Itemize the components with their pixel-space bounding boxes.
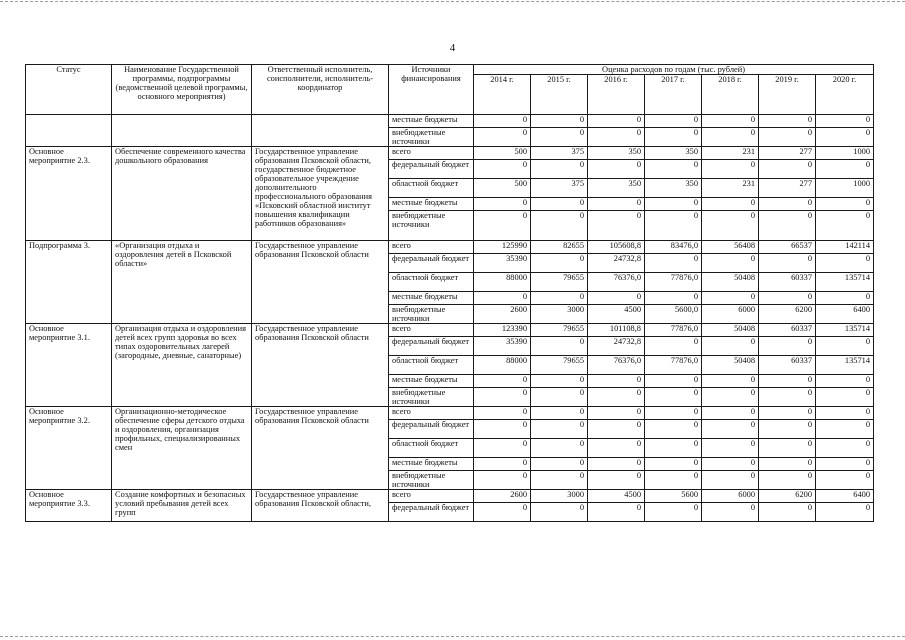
cell-value: 0 xyxy=(759,439,816,458)
cell-value: 500 xyxy=(474,179,531,198)
cell-value: 50408 xyxy=(702,356,759,375)
cell-value: 0 xyxy=(531,198,588,211)
cell-value: 6400 xyxy=(816,490,874,503)
cell-value: 60337 xyxy=(759,356,816,375)
cell-value: 0 xyxy=(645,388,702,407)
cell-value: 0 xyxy=(531,407,588,420)
cell-value: 88000 xyxy=(474,356,531,375)
cell-value: 0 xyxy=(816,254,874,273)
cell-value: 0 xyxy=(531,420,588,439)
cell-value: 123390 xyxy=(474,324,531,337)
header-estimate: Оценка расходов по годам (тыс. рублей) xyxy=(474,65,874,75)
cell-source: всего xyxy=(389,147,474,160)
cell-value: 135714 xyxy=(816,324,874,337)
cell-value: 0 xyxy=(531,439,588,458)
cell-value: 277 xyxy=(759,147,816,160)
cell-value: 0 xyxy=(816,503,874,522)
cell-value: 77876,0 xyxy=(645,356,702,375)
table-row xyxy=(26,241,874,254)
cell-value: 0 xyxy=(531,254,588,273)
cell-value: 0 xyxy=(816,337,874,356)
header-year: 2014 г. xyxy=(474,75,531,115)
cell-value: 0 xyxy=(588,458,645,471)
header-year: 2019 г. xyxy=(759,75,816,115)
cell-value: 0 xyxy=(816,458,874,471)
cell-value: 0 xyxy=(759,115,816,128)
cell-value: 0 xyxy=(645,211,702,241)
cell-value: 0 xyxy=(474,198,531,211)
cell-value: 0 xyxy=(759,292,816,305)
header-year: 2017 г. xyxy=(645,75,702,115)
cell-value: 0 xyxy=(759,198,816,211)
cell-source: федеральный бюджет xyxy=(389,254,474,273)
cell-value: 0 xyxy=(816,211,874,241)
cell-responsible: Государственное управление образования Псковской области xyxy=(252,407,389,490)
cell-value: 0 xyxy=(474,128,531,147)
table-row xyxy=(26,490,874,503)
header-responsible: Ответственный исполнитель, соисполнители, исполнитель-координатор xyxy=(252,65,389,115)
cell-value: 3000 xyxy=(531,305,588,324)
cell-value: 0 xyxy=(588,198,645,211)
cell-value: 0 xyxy=(816,471,874,490)
page-bottom-edge xyxy=(0,636,905,637)
table-row xyxy=(26,324,874,337)
cell-value: 6200 xyxy=(759,305,816,324)
cell-value: 0 xyxy=(759,471,816,490)
cell-value: 135714 xyxy=(816,273,874,292)
cell-value: 0 xyxy=(645,407,702,420)
cell-value: 5600,0 xyxy=(645,305,702,324)
cell-value: 101108,8 xyxy=(588,324,645,337)
cell-value: 0 xyxy=(531,375,588,388)
cell-value: 76376,0 xyxy=(588,273,645,292)
cell-value: 83476,0 xyxy=(645,241,702,254)
cell-value: 0 xyxy=(702,407,759,420)
header-year: 2020 г. xyxy=(816,75,874,115)
cell-value: 0 xyxy=(531,471,588,490)
cell-value: 0 xyxy=(702,388,759,407)
cell-value: 3000 xyxy=(531,490,588,503)
cell-value: 0 xyxy=(759,254,816,273)
cell-value: 0 xyxy=(645,375,702,388)
cell-value: 135714 xyxy=(816,356,874,375)
cell-value: 0 xyxy=(645,160,702,179)
cell-value: 0 xyxy=(816,292,874,305)
cell-value: 0 xyxy=(531,292,588,305)
cell-name xyxy=(112,115,252,147)
page-top-edge xyxy=(0,1,905,2)
cell-value: 0 xyxy=(474,458,531,471)
cell-value: 0 xyxy=(531,211,588,241)
cell-value: 0 xyxy=(759,420,816,439)
table-row xyxy=(26,147,874,160)
cell-value: 350 xyxy=(645,147,702,160)
cell-source: местные бюджеты xyxy=(389,292,474,305)
cell-value: 4500 xyxy=(588,305,645,324)
cell-value: 0 xyxy=(474,388,531,407)
cell-source: местные бюджеты xyxy=(389,458,474,471)
cell-value: 35390 xyxy=(474,254,531,273)
cell-source: федеральный бюджет xyxy=(389,337,474,356)
cell-source: всего xyxy=(389,407,474,420)
cell-value: 60337 xyxy=(759,324,816,337)
cell-value: 0 xyxy=(816,420,874,439)
cell-value: 0 xyxy=(645,420,702,439)
cell-value: 5600 xyxy=(645,490,702,503)
cell-value: 0 xyxy=(474,407,531,420)
cell-value: 0 xyxy=(702,439,759,458)
cell-value: 0 xyxy=(759,458,816,471)
cell-value: 0 xyxy=(588,407,645,420)
cell-status: Основное мероприятие 3.3. xyxy=(26,490,112,522)
cell-value: 35390 xyxy=(474,337,531,356)
cell-value: 0 xyxy=(645,503,702,522)
header-year: 2018 г. xyxy=(702,75,759,115)
cell-responsible xyxy=(252,115,389,147)
cell-source: внебюджетные источники xyxy=(389,128,474,147)
cell-status: Основное мероприятие 3.2. xyxy=(26,407,112,490)
cell-source: местные бюджеты xyxy=(389,375,474,388)
cell-name: Организация отдыха и оздоровления детей всех групп здоровья во всех типах оздоровительных лагерей (загородные, дневные, санаторные) xyxy=(112,324,252,407)
cell-value: 0 xyxy=(702,211,759,241)
cell-value: 0 xyxy=(531,337,588,356)
cell-value: 0 xyxy=(588,211,645,241)
cell-value: 500 xyxy=(474,147,531,160)
cell-source: областной бюджет xyxy=(389,179,474,198)
cell-value: 0 xyxy=(531,388,588,407)
cell-value: 0 xyxy=(588,375,645,388)
cell-value: 0 xyxy=(816,115,874,128)
cell-source: всего xyxy=(389,324,474,337)
header-year: 2015 г. xyxy=(531,75,588,115)
cell-value: 6400 xyxy=(816,305,874,324)
cell-source: всего xyxy=(389,241,474,254)
cell-source: федеральный бюджет xyxy=(389,420,474,439)
cell-value: 0 xyxy=(702,254,759,273)
cell-responsible: Государственное управление образования Псковской области xyxy=(252,324,389,407)
cell-value: 0 xyxy=(474,420,531,439)
cell-source: всего xyxy=(389,490,474,503)
cell-value: 0 xyxy=(645,439,702,458)
cell-value: 0 xyxy=(474,375,531,388)
cell-value: 66537 xyxy=(759,241,816,254)
cell-value: 350 xyxy=(588,179,645,198)
header-sources: Источники финансирования xyxy=(389,65,474,115)
cell-value: 77876,0 xyxy=(645,273,702,292)
cell-value: 0 xyxy=(702,458,759,471)
cell-value: 4500 xyxy=(588,490,645,503)
cell-value: 0 xyxy=(588,388,645,407)
cell-source: внебюджетные источники xyxy=(389,305,474,324)
table-row xyxy=(26,115,874,128)
cell-value: 0 xyxy=(816,198,874,211)
cell-value: 79655 xyxy=(531,324,588,337)
cell-value: 0 xyxy=(474,160,531,179)
cell-value: 0 xyxy=(702,128,759,147)
expenditure-table xyxy=(25,64,874,522)
cell-value: 0 xyxy=(759,407,816,420)
cell-value: 350 xyxy=(645,179,702,198)
cell-value: 0 xyxy=(645,292,702,305)
cell-value: 24732,8 xyxy=(588,337,645,356)
cell-value: 0 xyxy=(759,375,816,388)
cell-value: 0 xyxy=(474,115,531,128)
cell-value: 6000 xyxy=(702,305,759,324)
cell-value: 0 xyxy=(702,375,759,388)
cell-value: 0 xyxy=(531,160,588,179)
cell-value: 0 xyxy=(645,115,702,128)
cell-value: 0 xyxy=(474,211,531,241)
cell-value: 0 xyxy=(702,420,759,439)
cell-source: местные бюджеты xyxy=(389,198,474,211)
cell-source: федеральный бюджет xyxy=(389,160,474,179)
cell-value: 0 xyxy=(702,471,759,490)
cell-value: 0 xyxy=(816,375,874,388)
cell-name: Обеспечение современного качества дошкольного образования xyxy=(112,147,252,241)
cell-value: 0 xyxy=(645,128,702,147)
cell-value: 0 xyxy=(588,420,645,439)
cell-status xyxy=(26,115,112,147)
cell-value: 24732,8 xyxy=(588,254,645,273)
header-name: Наименование Государственной программы, подпрограммы (ведомственной целевой программы, основного мероприятия) xyxy=(112,65,252,115)
cell-value: 76376,0 xyxy=(588,356,645,375)
cell-value: 50408 xyxy=(702,324,759,337)
cell-value: 79655 xyxy=(531,273,588,292)
cell-source: областной бюджет xyxy=(389,439,474,458)
cell-value: 56408 xyxy=(702,241,759,254)
cell-value: 350 xyxy=(588,147,645,160)
cell-value: 0 xyxy=(645,337,702,356)
cell-value: 77876,0 xyxy=(645,324,702,337)
cell-name: Организационно-методическое обеспечение сферы детского отдыха и оздоровления, организация профильных, специализированных смен xyxy=(112,407,252,490)
cell-value: 0 xyxy=(474,471,531,490)
cell-status: Основное мероприятие 3.1. xyxy=(26,324,112,407)
cell-value: 6200 xyxy=(759,490,816,503)
cell-value: 0 xyxy=(759,128,816,147)
cell-value: 0 xyxy=(702,503,759,522)
cell-responsible: Государственное управление образования Псковской области, государственное бюджетное образовательное учреждение дополнительного профессионального образования «Псковский областной институт повышения квалификации работников образования» xyxy=(252,147,389,241)
cell-value: 375 xyxy=(531,147,588,160)
cell-value: 0 xyxy=(759,211,816,241)
cell-name: «Организация отдыха и оздоровления детей в Псковской области» xyxy=(112,241,252,324)
cell-value: 88000 xyxy=(474,273,531,292)
cell-value: 375 xyxy=(531,179,588,198)
cell-value: 0 xyxy=(702,115,759,128)
cell-value: 60337 xyxy=(759,273,816,292)
cell-value: 0 xyxy=(588,160,645,179)
cell-value: 1000 xyxy=(816,147,874,160)
cell-value: 0 xyxy=(816,407,874,420)
cell-value: 0 xyxy=(588,503,645,522)
header-year: 2016 г. xyxy=(588,75,645,115)
cell-value: 0 xyxy=(645,254,702,273)
cell-status: Подпрограмма 3. xyxy=(26,241,112,324)
cell-value: 0 xyxy=(645,471,702,490)
cell-source: местные бюджеты xyxy=(389,115,474,128)
cell-value: 231 xyxy=(702,147,759,160)
cell-source: внебюджетные источники xyxy=(389,471,474,490)
cell-value: 0 xyxy=(645,458,702,471)
cell-value: 2600 xyxy=(474,305,531,324)
cell-source: федеральный бюджет xyxy=(389,503,474,522)
page-number: 4 xyxy=(449,42,456,54)
cell-value: 0 xyxy=(588,128,645,147)
cell-value: 0 xyxy=(759,160,816,179)
cell-value: 6000 xyxy=(702,490,759,503)
cell-value: 142114 xyxy=(816,241,874,254)
header-status: Статус xyxy=(26,65,112,115)
cell-value: 0 xyxy=(816,160,874,179)
cell-value: 0 xyxy=(645,198,702,211)
cell-source: областной бюджет xyxy=(389,356,474,375)
cell-value: 0 xyxy=(759,503,816,522)
cell-value: 0 xyxy=(816,439,874,458)
cell-value: 231 xyxy=(702,179,759,198)
cell-value: 0 xyxy=(702,198,759,211)
cell-value: 0 xyxy=(588,439,645,458)
cell-value: 277 xyxy=(759,179,816,198)
cell-value: 0 xyxy=(588,115,645,128)
cell-value: 0 xyxy=(531,503,588,522)
cell-value: 125990 xyxy=(474,241,531,254)
cell-source: областной бюджет xyxy=(389,273,474,292)
cell-source: внебюджетные источники xyxy=(389,388,474,407)
cell-value: 0 xyxy=(816,388,874,407)
cell-value: 0 xyxy=(531,458,588,471)
cell-value: 0 xyxy=(474,503,531,522)
cell-name: Создание комфортных и безопасных условий пребывания детей всех групп xyxy=(112,490,252,522)
cell-value: 0 xyxy=(702,292,759,305)
cell-value: 0 xyxy=(588,292,645,305)
cell-responsible: Государственное управление образования Псковской области xyxy=(252,241,389,324)
cell-value: 0 xyxy=(816,128,874,147)
cell-value: 0 xyxy=(531,115,588,128)
cell-value: 105608,8 xyxy=(588,241,645,254)
cell-value: 82655 xyxy=(531,241,588,254)
cell-value: 0 xyxy=(474,292,531,305)
cell-source: внебюджетные источники xyxy=(389,211,474,241)
table-row xyxy=(26,407,874,420)
cell-value: 1000 xyxy=(816,179,874,198)
cell-value: 2600 xyxy=(474,490,531,503)
cell-status: Основное мероприятие 2.3. xyxy=(26,147,112,241)
cell-value: 50408 xyxy=(702,273,759,292)
cell-value: 0 xyxy=(759,337,816,356)
cell-value: 0 xyxy=(588,471,645,490)
cell-responsible: Государственное управление образования Псковской области, xyxy=(252,490,389,522)
cell-value: 0 xyxy=(474,439,531,458)
cell-value: 0 xyxy=(759,388,816,407)
cell-value: 0 xyxy=(531,128,588,147)
cell-value: 79655 xyxy=(531,356,588,375)
cell-value: 0 xyxy=(702,160,759,179)
cell-value: 0 xyxy=(702,337,759,356)
